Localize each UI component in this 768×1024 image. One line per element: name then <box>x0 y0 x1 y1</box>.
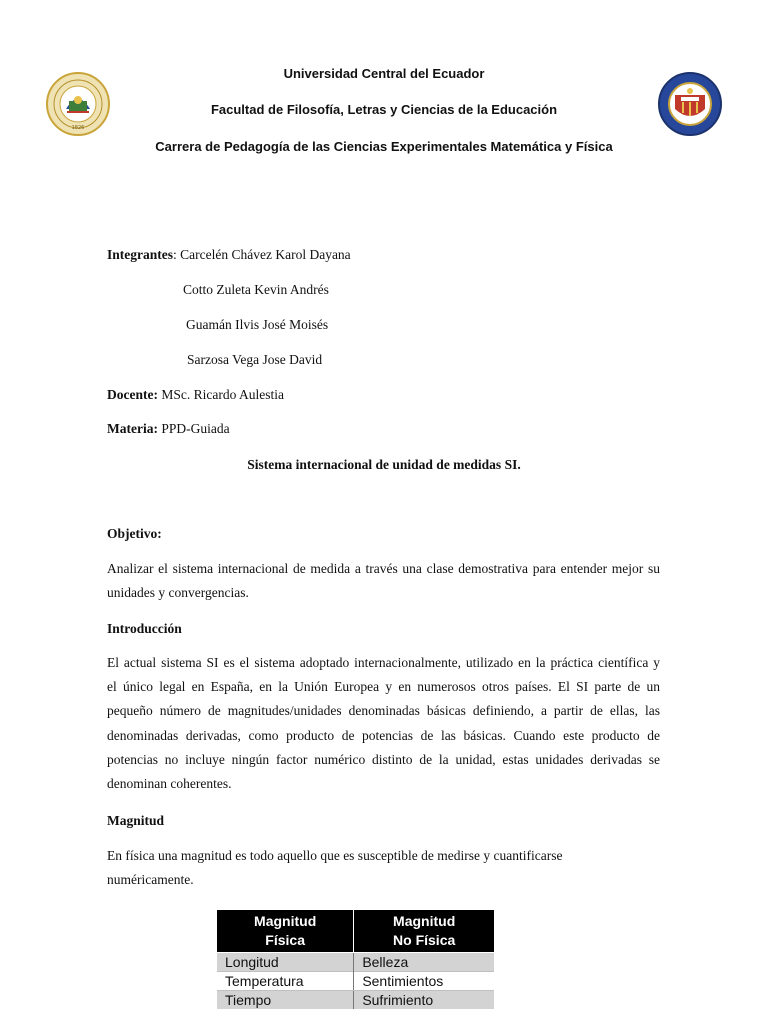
paragraph-line: En física una magnitud es todo aquello que es susceptible de medirse y cuantificarse <box>107 848 563 863</box>
faculty-name: Facultad de Filosofía, Letras y Ciencias de la Educación <box>210 102 558 117</box>
table-header-row <box>217 910 494 953</box>
table-cell: Sufrimiento <box>354 991 494 1010</box>
member-name: Guamán Ilvis José Moisés <box>186 317 329 332</box>
member-name: Cotto Zuleta Kevin Andrés <box>183 282 329 297</box>
table-cell: Sentimientos <box>354 972 494 991</box>
magnitude-table <box>217 910 494 1009</box>
member-name: Sarzosa Vega Jose David <box>187 352 323 367</box>
member-name: Carcelén Chávez Karol Dayana <box>180 247 351 262</box>
svg-text:1826: 1826 <box>71 125 85 131</box>
paragraph-line: denominan coherentes. <box>107 776 232 792</box>
table-row <box>217 953 494 972</box>
career-name: Carrera de Pedagogía de las Ciencias Experimentales Matemática y Física <box>155 139 613 154</box>
paragraph-line: unidades y convergencias. <box>107 585 249 601</box>
header-line: Magnitud <box>393 913 456 929</box>
members-label: Integrantes <box>107 247 173 262</box>
introduction-heading: Introducción <box>107 621 182 636</box>
paragraph-line: Analizar el sistema internacional de medida a través una clase demostrativa para entender mejor su <box>107 561 660 576</box>
introduction-paragraph <box>107 651 660 796</box>
paragraph-line: denominadas derivadas, como producto de potencias de las básicas. Cuando este producto de <box>107 727 660 743</box>
teacher-line <box>107 387 284 403</box>
teacher-value: MSc. Ricardo Aulestia <box>161 387 284 402</box>
table-row <box>217 972 494 991</box>
paragraph-line: numéricamente. <box>107 872 194 888</box>
members-line: Integrantes: Carcelén Chávez Karol Dayana <box>107 247 351 262</box>
table-row <box>217 991 494 1010</box>
header-line: Física <box>265 932 305 948</box>
header-line: Magnitud <box>254 913 317 929</box>
paragraph-line: el único legal en España, en la Unión Europea y en numerosos otros países. El SI parte de un <box>107 679 660 695</box>
magnitude-heading: Magnitud <box>107 813 165 828</box>
magnitude-paragraph <box>107 844 587 892</box>
subject-label: Materia: <box>107 421 158 436</box>
paragraph-line: El actual sistema SI es el sistema adoptado internacionalmente, utilizado en la práctica científica y <box>107 655 660 670</box>
table-cell: Longitud <box>217 953 354 972</box>
objective-heading: Objetivo: <box>107 526 162 541</box>
paragraph-line: pequeño número de magnitudes/unidades denominadas básicas definiendo, a partir de ellas, las <box>107 703 660 719</box>
university-name: Universidad Central del Ecuador <box>283 66 485 81</box>
table-cell: Belleza <box>354 953 494 972</box>
subject-line <box>107 421 230 437</box>
teacher-label: Docente: <box>107 387 158 402</box>
paragraph-line: potencias no incluye ningún factor numérico distinto de la unidad, estas unidades derivadas se <box>107 751 660 767</box>
table-header-cell <box>217 910 354 953</box>
objective-paragraph <box>107 557 660 605</box>
table-cell: Tiempo <box>217 991 354 1010</box>
document-title: Sistema internacional de unidad de medidas SI. <box>247 457 521 472</box>
table-header-cell <box>354 910 494 953</box>
table-cell: Temperatura <box>217 972 354 991</box>
subject-value: PPD-Guiada <box>161 421 230 436</box>
header-line: No Física <box>393 932 456 948</box>
